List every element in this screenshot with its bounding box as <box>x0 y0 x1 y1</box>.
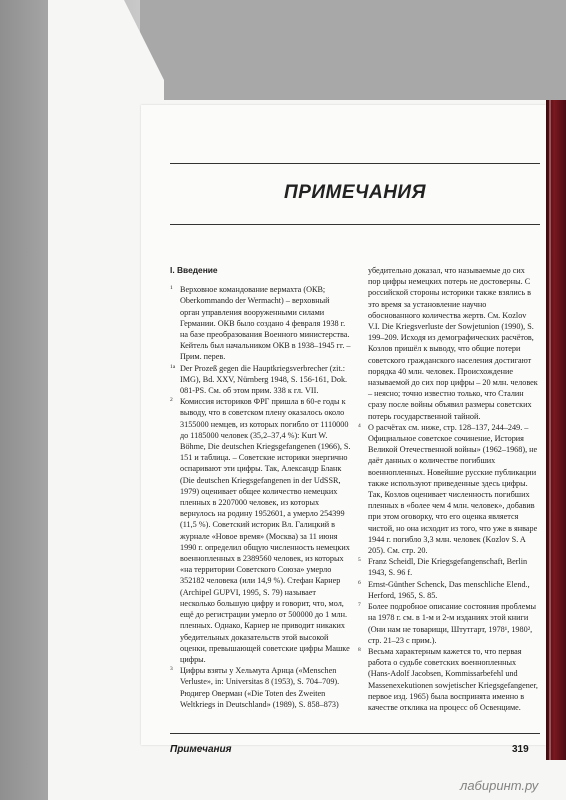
footnote-number: 5 <box>358 557 361 564</box>
footnote-number: 1a <box>170 363 176 370</box>
right-column <box>358 265 539 713</box>
footnote-text: Верховное командование вермахта (ОКВ; Oberkommando der Wermacht) – верховный орган управления вооруженными силами Германии. ОКВ было создано 4 февраля 1938 г. на базе преобразования Военного министерства. Кейтель был начальником ОКВ в 1938–1945 гг. – Прим. перев. <box>180 285 351 362</box>
left-column <box>170 265 351 710</box>
footnote-text: Цифры взяты у Хельмута Арнца («Menschen Verluste», in: Universitas 8 (1953), S. 704–709). Рюдигер Оверман («Die Toten des Zweiten Weltkriegs in Deutschland» (1989), S. 858–873) <box>180 666 340 709</box>
footnote <box>170 396 351 665</box>
left-notes-list <box>170 284 351 710</box>
footnote-text: Ernst-Günther Schenck, Das menschliche Elend., Herford, 1965, S. 85. <box>368 579 530 600</box>
footnote-number: 3 <box>170 666 173 673</box>
footnote-text: О расчётах см. ниже, стр. 128–137, 244–249. – Официальное советское сочинение, История Великой Отечественной войны» (1962–1968), не даёт данных о количестве погибших военнопленных. Новейшие русские публикации также используют приведенные здесь цифры. Так, Козлов оценивает численность погибших пленных в «более чем 4 млн. человек», добавив при этом оговорку, что его оценка является чистой, но она исходит из того, что уже в январе 1944 г. погибло 3,3 млн. человек (Kozlov S. A 205). См. стр. 20. <box>368 422 538 556</box>
page-title: ПРИМЕЧАНИЯ <box>284 182 426 203</box>
footnote <box>358 556 539 578</box>
footnote-number: 6 <box>358 579 361 586</box>
book-cover-edge <box>546 100 566 760</box>
footnote <box>358 601 539 646</box>
top-rule <box>170 163 540 164</box>
footnote <box>170 284 351 362</box>
footnote <box>358 646 539 713</box>
footnote-number: 8 <box>358 646 361 653</box>
section-heading: I. Введение <box>170 265 218 275</box>
title-rule <box>170 224 540 225</box>
footnote <box>358 422 539 556</box>
footnote-text: Franz Scheidl, Die Kriegsgefangenschaft, Berlin 1943, S. 96 f. <box>368 557 528 578</box>
footnote <box>358 265 539 422</box>
footer-section-label: Примечания <box>170 744 232 755</box>
footnote-number: 1 <box>170 285 173 292</box>
footnote-text: убедительно доказал, что называемые до сих пор цифры немецких потерь не достоверны. С российской стороны историки также взялись в это время за установление научно обоснованного количества жертв. См. Kozlov V.I. Die Kriegsverluste der Sowjetunion (1990), S. 199–209. Исходя из демографических расчётов, Козлов пришёл к выводу, что общие потери советского гражданского населения достигают порядка 40 млн. человек. Происхождение называемой до сих пор цифры – 20 млн. человек – неясно; точно известно только, что Сталин сразу после войны объявил размеры советских потерь государственной тайной. <box>368 266 538 421</box>
right-notes-list <box>358 265 539 713</box>
footer-rule <box>170 733 540 734</box>
footnote-number: 2 <box>170 397 173 404</box>
page-number: 319 <box>512 744 529 755</box>
footnote-number: 4 <box>358 422 361 429</box>
footnote-text: Комиссия историков ФРГ пришла в 60-е годы к выводу, что в советском плену оказалось около 3155000 немцев, из которых погибло от 1110000 до 1185000 человек (35,2–37,4 %): Kurt W. Böhme, Die deutschen Kriegsgefangenen (1966), S. 151 и таблица. – Советские историки энергично оспаривают эти цифры. Так, Александр Бланк (Die deutschen Kriegsgefangenen in der UdSSR, 1979) оценивает общее количество немецких пленных в 2207000 человек, из которых вернулось на родину 1952601, а умерло 254399 (11,5 %). Советский историк Вл. Галицкий в журнале «Новое время» (Москва) за 11 июня 1990 г. определил общую численность немецких военнопленных в 2389560 человек, из которых «на территории Советского Союза» умерло 352182 человека (или 14,9 %). Стефан Карнер (Archipel GUPVI, 1995, S. 79) называет несколько большую цифру и говорит, что, мол, ещё до регистрации умерло от 500000 до 1 млн. пленных. Однако, Карнер не приводит никаких убедительных доказательств этой высокой оценки, превышающей советские цифры Машке цифры. <box>180 397 351 664</box>
footnote-text: Более подробное описание состояния проблемы на 1978 г. см. в 1-м и 2-м изданиях этой книги (Они нам не товарищи, Штутгарт, 1978¹, 1980², стр. 21–23 с прим.). <box>368 602 537 645</box>
footnote <box>170 363 351 397</box>
footnote-text: Весьма характерным кажется то, что первая работа о судьбе советских военнопленных (Hans-Adolf Jacobsen, Kommissarbefehl und Massenexekutionen sowjetischer Kriegsgefangener, первое изд. 1965) была воспринята именно в качестве отклика на процесс об Освенциме. <box>368 646 538 712</box>
footnote-text: Der Prozeß gegen die Hauptkriegsverbrecher (zit.: IMG), Bd. XXV, Nürnberg 1948, S. 156-161, Dok. 081-PS. См. об этом прим. 338 к гл. VII. <box>180 363 348 396</box>
footnote <box>358 579 539 601</box>
watermark: лабиринт.ру <box>460 778 539 793</box>
footnote <box>170 665 351 710</box>
footnote-number: 7 <box>358 602 361 609</box>
